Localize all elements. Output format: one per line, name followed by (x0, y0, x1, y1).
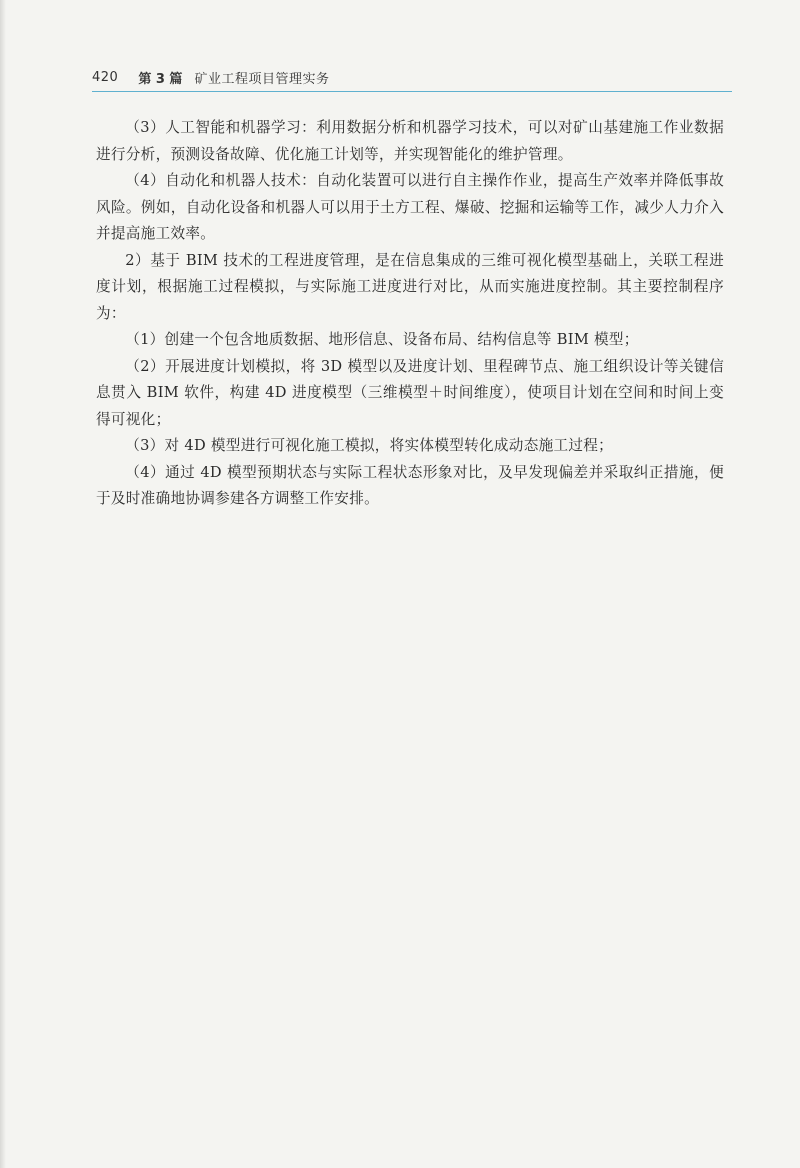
paragraph-step-2: （2）开展进度计划模拟，将 3D 模型以及进度计划、里程碑节点、施工组织设计等关键信息贯入 BIM 软件，构建 4D 进度模型（三维模型＋时间维度），使项目计划在空间和时间上变得可视化； (96, 357, 724, 428)
running-header (92, 66, 732, 88)
part-title: 矿业工程项目管理实务 (194, 71, 330, 87)
paragraph-ai-ml: （3）人工智能和机器学习：利用数据分析和机器学习技术，可以对矿山基建施工作业数据进行分析，预测设备故障、优化施工计划等，并实现智能化的维护管理。 (96, 119, 724, 163)
page-number: 420 (92, 69, 119, 85)
body-text (96, 115, 724, 513)
paragraph-step-4: （4）通过 4D 模型预期状态与实际工程状态形象对比，及早发现偏差并采取纠正措施，便于及时准确地协调参建各方调整工作安排。 (96, 463, 724, 507)
page-edge (0, 0, 6, 1168)
header-rule (92, 91, 732, 92)
paragraph-step-3: （3）对 4D 模型进行可视化施工模拟，将实体模型转化成动态施工过程； (125, 437, 614, 454)
paragraph-step-1: （1）创建一个包含地质数据、地形信息、设备布局、结构信息等 BIM 模型； (125, 331, 639, 348)
paragraph-automation-robotics: （4）自动化和机器人技术：自动化装置可以进行自主操作作业，提高生产效率并降低事故风险。例如，自动化设备和机器人可以用于土方工程、爆破、挖掘和运输等工作，减少人力介入并提高施工效率。 (96, 172, 724, 242)
part-label: 第 3 篇 (138, 71, 183, 87)
paragraph-bim-progress: 2）基于 BIM 技术的工程进度管理，是在信息集成的三维可视化模型基础上，关联工程进度计划，根据施工过程模拟，与实际施工进度进行对比，从而实施进度控制。其主要控制程序为： (96, 251, 724, 322)
